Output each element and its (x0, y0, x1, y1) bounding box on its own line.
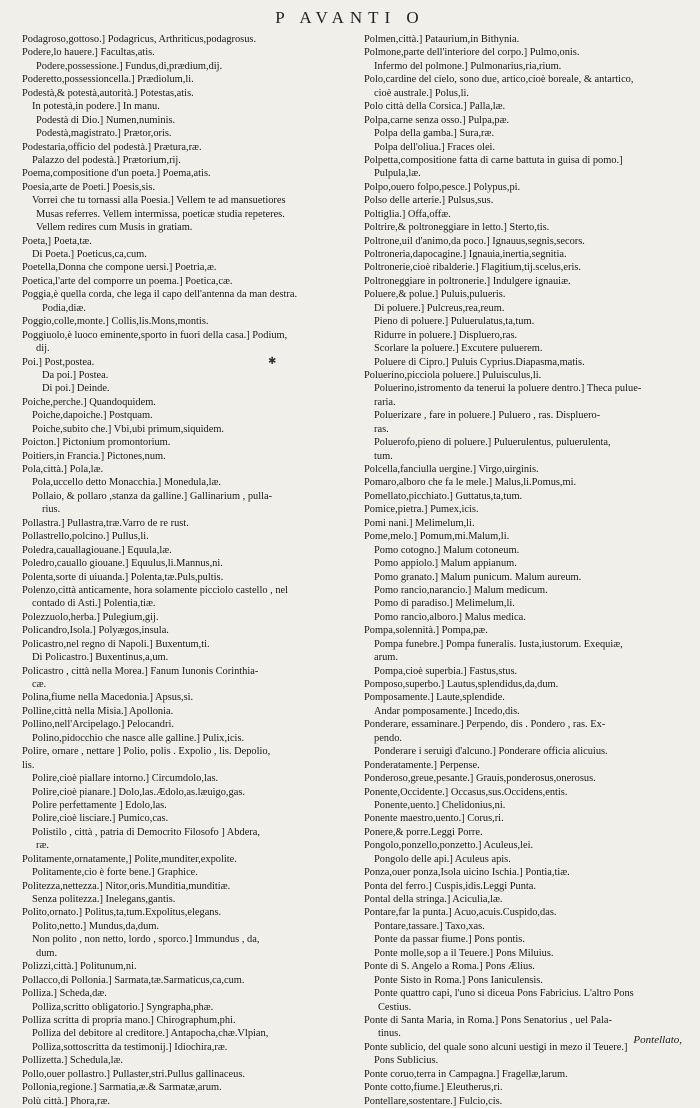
entry-line: Politamente,ornatamente,] Polite,munditer,expolite. (22, 853, 237, 865)
entry-line: Ponderare, essaminare.] Perpendo, dis . Pondero , ras. Ex- (364, 719, 606, 731)
entry-line: Pomi nani.] Melimelum,li. (364, 517, 475, 529)
entry-line: Ponere,& porre.Leggi Porre. (364, 826, 483, 838)
entry-line: Vorrei che tu tornassi alla Poesia.] Vellem te ad mansuetiores (32, 195, 286, 207)
right-column (364, 33, 686, 1108)
entry-line: Pomposamente.] Laute,splendide. (364, 692, 505, 704)
entry-line: Senza politezza.] Inelegans,gantis. (32, 894, 176, 905)
entry-line: Polline,città nella Misia.] Apollonia. (22, 705, 174, 717)
entry-line: lis. (22, 759, 35, 771)
entry-line: Ponta del ferro.] Cuspis,idis.Leggi Punta. (364, 880, 537, 892)
entry-line: Pollastra.] Pullastra,træ.Varro de re rust. (22, 517, 189, 529)
entry-line: Scorlare la poluere.] Excutere puluerem. (374, 343, 543, 355)
entry-line: Vellem redires cum Musis in gratiam. (36, 222, 193, 234)
entry-line: Di Poeta.] Poeticus,ca,cum. (32, 249, 147, 260)
entry-line: Ponte di S. Angelo a Roma.] Pons Ælius. (364, 961, 535, 973)
entry-line: Polire perfettamente ] Edolo,las. (32, 799, 167, 811)
entry-line: rius. (42, 504, 61, 516)
catchword: Pontellato, (633, 1034, 682, 1046)
entry-line: Polliza.] Scheda,dæ. (22, 988, 107, 1000)
entry-line: Palazzo del podestà.] Prætorium,rij. (32, 154, 181, 166)
entry-line: Pollonia,regione.] Sarmatia,æ.& Sarmatæ,arum. (22, 1082, 222, 1094)
entry-line: Di poluere.] Pulcreus,rea,reum. (374, 302, 505, 314)
entry-line: Polliza scritta di propria mano.] Chirographum,phi. (22, 1014, 236, 1026)
entry-line: Pontal della stringa.] Aciculia,læ. (364, 894, 503, 905)
entry-line: Ponte da passar fiume.] Pons pontis. (374, 934, 525, 946)
entry-line: Infermo del polmone.] Pulmonarius,ria,rium. (374, 60, 562, 72)
ornament-icon: ✱ (268, 356, 277, 367)
entry-line: ras. (374, 423, 389, 435)
entry-line: Polmen,città.] Pataurium,in Bithynia. (364, 34, 520, 45)
entry-line: Poledra,cauallagiouane.] Equula,læ. (22, 544, 172, 556)
entry-line: Pomice,pietra.] Pumex,icis. (364, 504, 479, 516)
entry-line: Pongolo delle api.] Aculeus apis. (374, 853, 511, 865)
entry-line: Podestà,& potestà,autorità.] Potestas,atis. (22, 87, 194, 99)
entry-line: Poluere,& polue.] Puluis,pulueris. (364, 289, 506, 301)
entry-line: Poi.] Post,postea. (22, 356, 95, 368)
entry-line: Ponte molle,sop a il Teuere.] Pons Miluius. (374, 947, 554, 959)
entry-line: Pieno di poluere.] Puluerulatus,ta,tum. (374, 316, 535, 328)
entry-line: raria. (374, 396, 396, 408)
entry-line: Pompa funebre.] Pompa funeralis. Iusta,iustorum. Exequiæ, (374, 638, 623, 650)
entry-line: Polino,pidocchio che nasce alle galline.] Pulix,icis. (32, 732, 245, 744)
entry-line: Polcella,fanciulla uergine.] Virgo,uirginis. (364, 464, 539, 475)
entry-line: tinus. (378, 1028, 401, 1040)
entry-line: cæ. (32, 679, 47, 690)
entry-line: Poiche,dapoiche.] Postquam. (32, 410, 153, 422)
left-column (22, 33, 344, 1108)
entry-line: Pomo rancio,alboro.] Malus medica. (374, 611, 526, 623)
entry-line: Ponza,ouer ponza,Isola uicino Ischia.] Pontia,tiæ. (364, 867, 570, 879)
entry-line: Cestius. (378, 1001, 412, 1013)
entry-line: Pome,melo.] Pomum,mi.Malum,li. (364, 531, 510, 543)
entry-line: Ponente maestro,uento.] Corus,ri. (364, 813, 504, 825)
entry-line: Pomaro,alboro che fa le mele.] Malus,li.Pomus,mi. (364, 477, 577, 489)
entry-line: Pollizetta.] Schedula,læ. (22, 1055, 123, 1067)
entry-line: Polliza,scritto obligatorio.] Syngrapha,phæ. (32, 1001, 214, 1013)
entry-line: Polliza del debitore al creditore.] Antapocha,chæ.Vlpian, (32, 1028, 269, 1040)
entry-line: Polo città della Corsica.] Palla,læ. (364, 101, 506, 113)
entry-line: Ponte sublicio, del quale sono alcuni uestigi in mezo il Teuere.] (364, 1041, 628, 1053)
entry-line: Polpa,carne senza osso.] Pulpa,pæ. (364, 114, 510, 126)
entry-line: Podestà,magistrato.] Prætor,oris. (36, 128, 172, 140)
entry-line: Ridurre in poluere.] Displuero,ras. (374, 329, 518, 341)
entry-line: Poiche,subito che.] Vbi,ubi primum,siquidem. (32, 423, 225, 435)
entry-line: Poltroneria,dapocagine.] Ignauia,inertia,segnitia. (364, 249, 567, 260)
entry-line: ræ. (36, 840, 49, 852)
entry-line: Poema,compositione d'un poeta.] Poema,atis. (22, 168, 211, 180)
entry-line: Pompa,cioè superbia.] Fastus,stus. (374, 665, 518, 677)
entry-line: Non polito , non netto, lordo , sporco.] Immundus , da, (32, 934, 260, 946)
entry-line: Pompa,solennità.] Pompa,pæ. (364, 625, 488, 637)
entry-line: dum. (36, 947, 58, 959)
entry-line: Poggia,è quella corda, che lega il capo dell'antenna da man destra. (22, 289, 298, 301)
entry-line: Polpo,ouero folpo,pesce.] Polypus,pi. (364, 181, 521, 193)
entry-line: Polenzo,città anticamente, hora solamente picciolo castello , nel (22, 584, 289, 596)
entry-line: Poderetto,possessioncella.] Prædiolum,li. (22, 74, 194, 86)
entry-line: Di poi.] Deinde. (42, 383, 110, 395)
entry-line: Polina,fiume nella Macedonia.] Apsus,si. (22, 692, 194, 704)
entry-line: Pontare,tassare.] Taxo,xas. (374, 920, 485, 932)
entry-line: Pollacco,di Pollonia.] Sarmata,tæ.Sarmaticus,ca,cum. (22, 974, 245, 986)
entry-line: Policandro,Isola.] Polyægos,insula. (22, 625, 169, 637)
entry-line: Poluere di Cipro.] Puluis Cyprius.Diapasma,matis. (374, 356, 585, 368)
entry-line: In potestà,in podere.] In manu. (32, 101, 160, 113)
entry-line: Poltrone,uil d'animo,da poco.] Ignauus,segnis,secors. (364, 235, 585, 247)
entry-line: Polpa della gamba.] Sura,ræ. (374, 128, 495, 140)
entry-line: Pomellato,picchiato.] Guttatus,ta,tum. (364, 490, 523, 502)
entry-line: Pontare,far la punta.] Acuo,acuis.Cuspido,das. (364, 907, 557, 919)
entry-line: Poicton.] Pictonium promontorium. (22, 437, 171, 449)
entry-line: Polito,ornato.] Politus,ta,tum.Expolitus,elegans. (22, 907, 222, 919)
entry-line: Poggiuolo,è luoco eminente,sporto in fuori della casa.] Podium, (22, 329, 288, 341)
columns (22, 33, 686, 1108)
entry-line: Poltronerie,cioè ribalderie.] Flagitium,tij.scelus,eris. (364, 262, 581, 274)
entry-line: Pulpula,læ. (374, 168, 421, 180)
entry-line: Pola,città.] Pola,læ. (22, 464, 104, 475)
entry-line: Podagroso,gottoso.] Podagricus, Arthriticus,podagrosus. (22, 34, 257, 45)
entry-line: Pons Sublicius. (374, 1055, 439, 1067)
entry-line: Poitiers,in Francia.] Pictones,num. (22, 450, 166, 462)
entry-line: Polire,cioè piallare intorno.] Circumdolo,las. (32, 773, 219, 785)
entry-line: Ponderare i seruigi d'alcuno.] Ponderare officia alicuius. (374, 746, 608, 758)
entry-line: Di Policastro.] Buxentinus,a,um. (32, 652, 169, 664)
entry-line: Ponderatamente.] Perpense. (364, 759, 480, 771)
entry-line: Polezzuolo,herba.] Pulegium,gij. (22, 611, 159, 623)
entry-line: Pongolo,ponzello,ponzetto.] Aculeus,lei. (364, 840, 534, 852)
entry-line: dij. (36, 343, 50, 355)
entry-line: Pomposo,superbo.] Lautus,splendidus,da,dum. (364, 679, 559, 690)
entry-line: Ponderoso,greue,pesante.] Grauis,ponderosus,onerosus. (364, 773, 596, 785)
entry-line: Pomo granato.] Malum punicum. Malum aureum. (374, 571, 582, 583)
entry-line: Podestà di Dio.] Numen,numinis. (36, 114, 176, 126)
entry-line: Poluerofo,pieno di poluere.] Puluerulentus, puluerulenta, (374, 437, 611, 449)
entry-line: Ponte coruo,terra in Campagna.] Fragellæ,larum. (364, 1068, 568, 1080)
entry-line: pendo. (374, 732, 402, 744)
entry-line: Polire,cioè pianare.] Dolo,las.Ædolo,as.læuigo,gas. (32, 786, 245, 798)
entry-line: Poggio,colle,monte.] Collis,lis.Mons,montis. (22, 316, 209, 328)
entry-line: Da poi.] Postea. (42, 369, 109, 381)
entry-line: Polito,netto.] Mundus,da,dum. (32, 920, 159, 932)
entry-line: Polpa dell'oliua.] Fraces olei. (374, 141, 496, 153)
entry-line: Andar pomposamente.] Incedo,dis. (374, 705, 520, 717)
entry-line: Politamente,cio è forte bene.] Graphice. (32, 867, 198, 879)
entry-line: Policastro , città nella Morea.] Fanum Iunonis Corinthia- (22, 665, 259, 677)
entry-line: Polliza,sottoscritta da testimonij.] Idiochira,ræ. (32, 1041, 228, 1053)
entry-line: tum. (374, 450, 393, 462)
entry-line: Poetella,Donna che compone uersi.] Poetria,æ. (22, 262, 217, 274)
entry-line: contado di Asti.] Polentia,tiæ. (32, 598, 156, 610)
entry-line: Policastro,nel regno di Napoli.] Buxentum,ti. (22, 638, 210, 650)
entry-line: Pomo appiolo.] Malum appianum. (374, 558, 517, 570)
entry-line: Ponente,Occidente.] Occasus,sus.Occidens,entis. (364, 786, 568, 798)
entry-line: Polo,cardine del cielo, sono due, artico,cioè boreale, & antartico, (364, 74, 634, 86)
entry-line: Polizzi,città.] Politunum,ni. (22, 961, 137, 973)
entry-line: Poluerizare , fare in poluere.] Puluero , ras. Displuero- (374, 410, 601, 422)
entry-line: Polso delle arterie.] Pulsus,sus. (364, 195, 494, 207)
entry-line: Podere,possessione.] Fundus,di,prædium,dij. (36, 60, 223, 72)
entry-line: Poltiglia.] Offa,offæ. (364, 208, 451, 220)
running-header: P AVANTI O (275, 8, 425, 27)
entry-line: Poetica,l'arte del comporre un poema.] Poetica,cæ. (22, 275, 233, 287)
entry-line: Pomo cotogno.] Malum cotoneum. (374, 544, 520, 556)
entry-line: Polpetta,compositione fatta di carne battuta in guisa di pomo.] (364, 154, 623, 166)
entry-line: Polmone,parte dell'interiore del corpo.] Pulmo,onis. (364, 47, 580, 59)
entry-line: Polenta,sorte di uiuanda.] Polenta,tæ.Puls,pultis. (22, 571, 224, 583)
entry-line: Poledro,cauallo giouane.] Equulus,li.Mannus,ni. (22, 558, 223, 570)
entry-line: Podestaria,officio del podestà.] Prætura,ræ. (22, 141, 202, 153)
entry-line: Musas referres. Vellem intermissa, poeticæ studia repeteres. (36, 208, 285, 220)
entry-line: Poesia,arte de Poeti.] Poesis,sis. (22, 181, 156, 193)
entry-line: Polistilo , città , patria di Democrito Filosofo ] Abdera, (32, 826, 260, 838)
entry-line: Poltroneggiare in poltronerie.] Indulgere ignauiæ. (364, 275, 571, 287)
entry-line: Pollaio, & pollaro ,stanza da galline.] Gallinarium , pulla- (32, 490, 273, 502)
entry-line: Poeta,] Poeta,tæ. (22, 235, 92, 247)
entry-line: Poluerino,istromento da tenerui la poluere dentro.] Theca pulue- (374, 383, 642, 395)
entry-line: Ponte cotto,fiume.] Eleutherus,ri. (364, 1082, 503, 1094)
entry-line: Polire, ornare , nettare ] Polio, polis . Expolio , lis. Depolio, (22, 746, 271, 758)
entry-line: Pollo,ouer pollastro.] Pullaster,stri.Pullus gallinaceus. (22, 1068, 245, 1080)
entry-line: Pollino,nell'Arcipelago.] Pelocandri. (22, 719, 174, 731)
entry-line: Ponte di Santa Maria, in Roma.] Pons Senatorius , uel Pala- (364, 1014, 612, 1026)
entry-line: Politezza,nettezza.] Nitor,oris.Munditia,munditiæ. (22, 880, 231, 892)
entry-line: Podere,lo hauere.] Facultas,atis. (22, 47, 155, 59)
entry-line: cioè australe.] Polus,li. (374, 87, 469, 99)
entry-line: Pomo rancio,narancio.] Malum medicum. (374, 584, 548, 596)
entry-line: Polù città.] Phora,ræ. (22, 1095, 111, 1107)
entry-line: Poltrire,& poltroneggiare in letto.] Sterto,tis. (364, 222, 550, 234)
entry-line: Ponte Sisto in Roma.] Pons Ianiculensis. (374, 974, 543, 986)
entry-line: arum. (374, 652, 398, 664)
entry-line: Poiche,perche.] Quandoquidem. (22, 396, 156, 408)
entry-line: Pontellare,sostentare.] Fulcio,cis. (364, 1095, 503, 1107)
entry-line: Pollastrello,polcino.] Pullus,li. (22, 531, 149, 543)
entry-line: Pola,uccello detto Monacchia.] Monedula,læ. (32, 477, 221, 489)
entry-line: Poluerino,picciola poluere.] Puluisculus,li. (364, 369, 542, 381)
entry-line: Pomo di paradiso.] Melimelum,li. (374, 598, 515, 610)
entry-line: Ponente,uento.] Chelidonius,ni. (374, 799, 506, 811)
entry-line: Polire,cioè lisciare.] Pumico,cas. (32, 813, 169, 825)
entry-line: Ponte quattro capi, l'uno si diceua Pons Fabricius. L'altro Pons (374, 988, 634, 1000)
entry-line: Podia,diæ. (42, 302, 86, 314)
